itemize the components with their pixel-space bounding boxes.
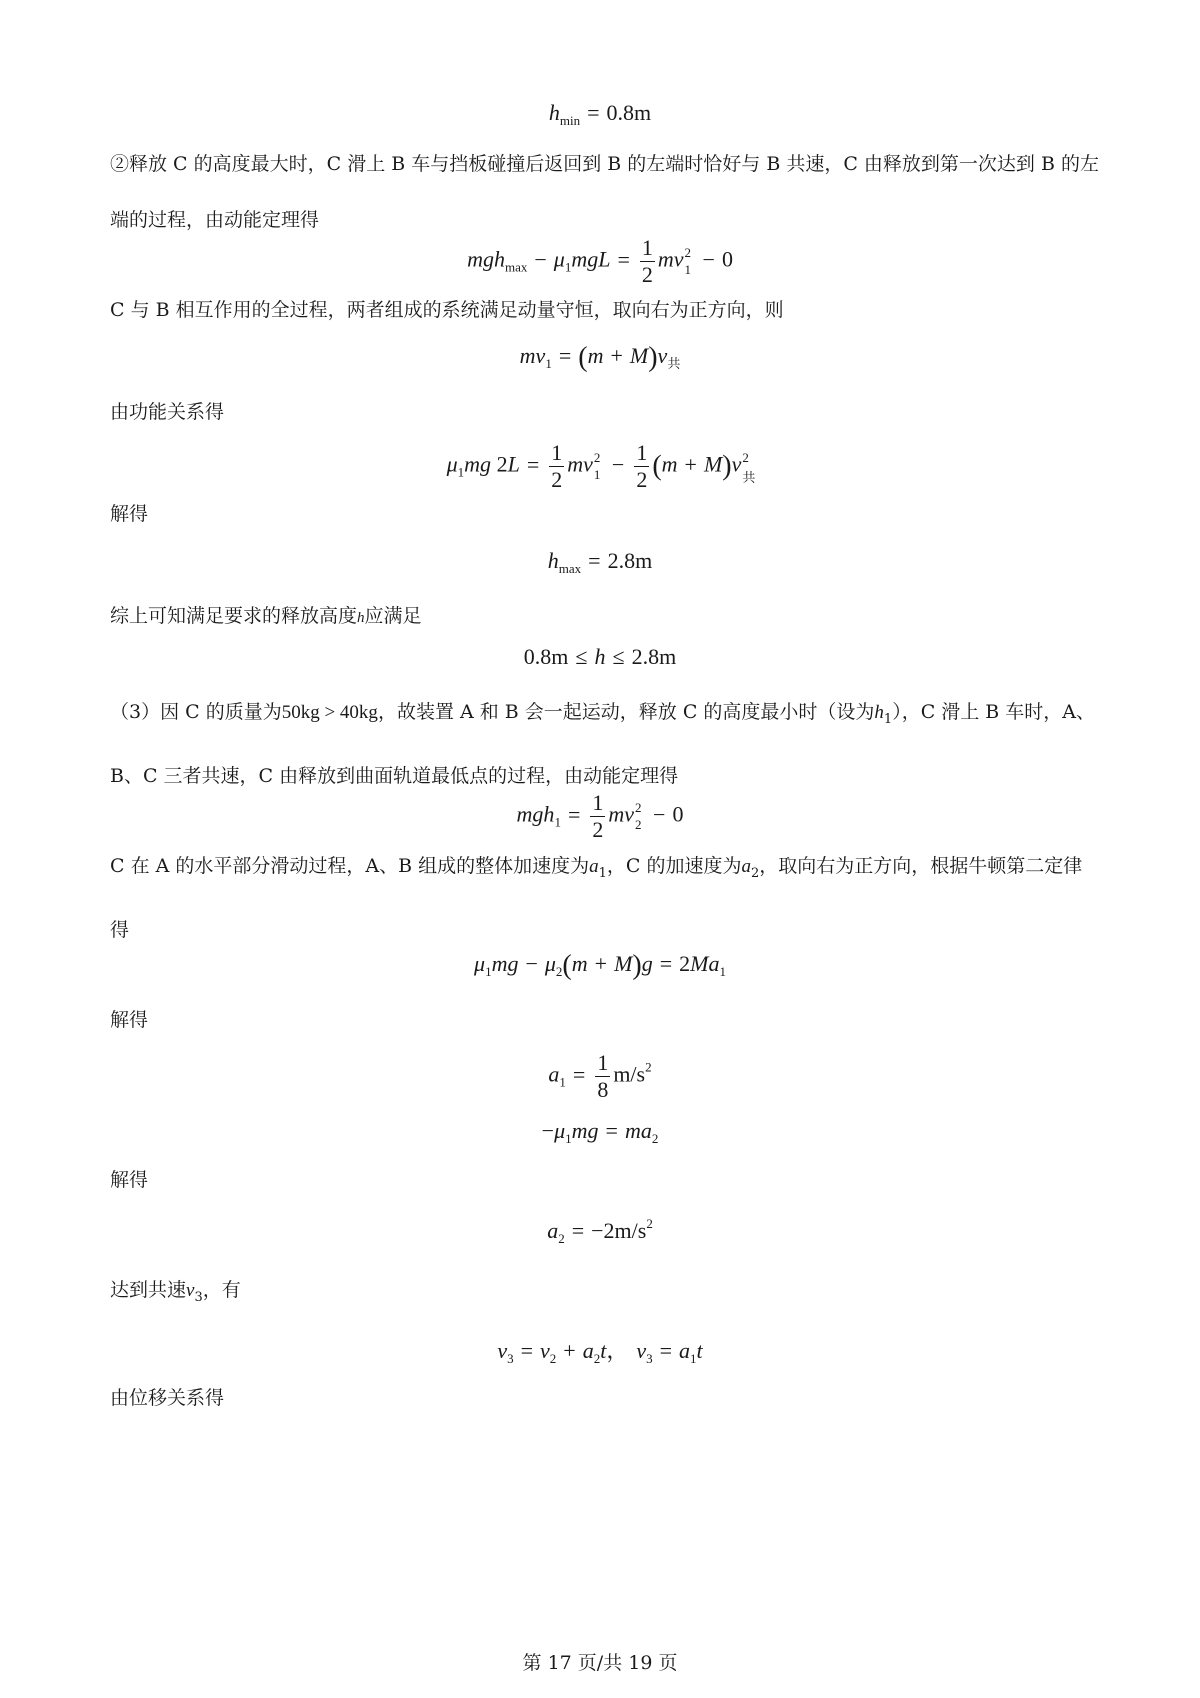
- equation-a2: $a_2 = -2m/s^2$: [547, 1216, 653, 1246]
- eq-sub: min: [559, 113, 581, 128]
- equation-h-min: $h_{min} = 0.8m$: [548, 100, 652, 128]
- equation-a1: $a_1$ = $\frac{1}{8}$ $m/s^2$: [548, 1050, 652, 1102]
- paragraph-11: 由位移关系得: [110, 1387, 225, 1409]
- paragraph-10: 达到共速$v_3$，有: [110, 1279, 241, 1305]
- paragraph-9: 解得: [110, 1169, 149, 1191]
- paragraph-3: 由功能关系得: [110, 401, 225, 423]
- paragraph-2: C 与 B 相互作用的全过程，两者组成的系统满足动量守恒，取向右为正方向，则: [110, 299, 784, 321]
- paragraph-5: 综上可知满足要求的释放高度h应满足: [110, 605, 422, 627]
- paragraph-7: C 在 A 的水平部分滑动过程，A、B 组成的整体加速度为$a_1$，C 的加速度为$a_2$，取向右为正方向，根据牛顿第二定律得: [110, 855, 1083, 941]
- paragraph-6: （3）因 C 的质量为50kg > 40kg，故装置 A 和 B 会一起运动，释放 C 的高度最小时（设为$h_1$），C 滑上 B 车时，A、B、C 三者共速，C 由释放到曲面轨道最低点的过程，由动能定理得: [110, 701, 1096, 787]
- eq-value: 0.8m: [606, 100, 652, 125]
- equation-energy-2: $\mu_1mg$ 2L = $\frac{1}{2}$ mv 2 1 − $\frac{1}{2}$ (m + M)v 2 共: [446, 440, 756, 492]
- paragraph-1: ②释放 C 的高度最大时，C 滑上 B 车与挡板碰撞后返回到 B 的左端时恰好与 B 共速，C 由释放到第一次达到 B 的左端的过程，由动能定理得: [110, 153, 1099, 231]
- equation-friction: $-\mu_1mg = ma_2$: [541, 1118, 659, 1146]
- equation-newton: $\mu_1mg - \mu_2(m + M)g = 2Ma_1$: [474, 950, 726, 981]
- equation-energy-1: $mgh_{max} - \mu_1mgL$ = $\frac{1}{2}$ mv 2 1 − 0: [467, 235, 733, 287]
- equation-momentum: $mv_1 = (m + M)v_共$: [519, 342, 681, 373]
- equation-range: 0.8m ≤ h ≤ 2.8m: [523, 644, 677, 669]
- equation-common-velocity: $v_3 = v_2 + a_2t$， $v_3 = a_1t$: [497, 1338, 703, 1366]
- equation-energy-3: mgh$_1$ = $\frac{1}{2}$ mv 2 2 − 0: [516, 790, 684, 842]
- paragraph-8: 解得: [110, 1009, 149, 1031]
- fraction: $\frac{1}{2}$: [641, 235, 653, 287]
- paragraph-4: 解得: [110, 503, 149, 525]
- eq-var: h: [548, 100, 560, 125]
- equation-h-max: $h_{max} = 2.8m$: [547, 548, 653, 576]
- page-footer: 第 17 页/共 19 页: [522, 1652, 678, 1674]
